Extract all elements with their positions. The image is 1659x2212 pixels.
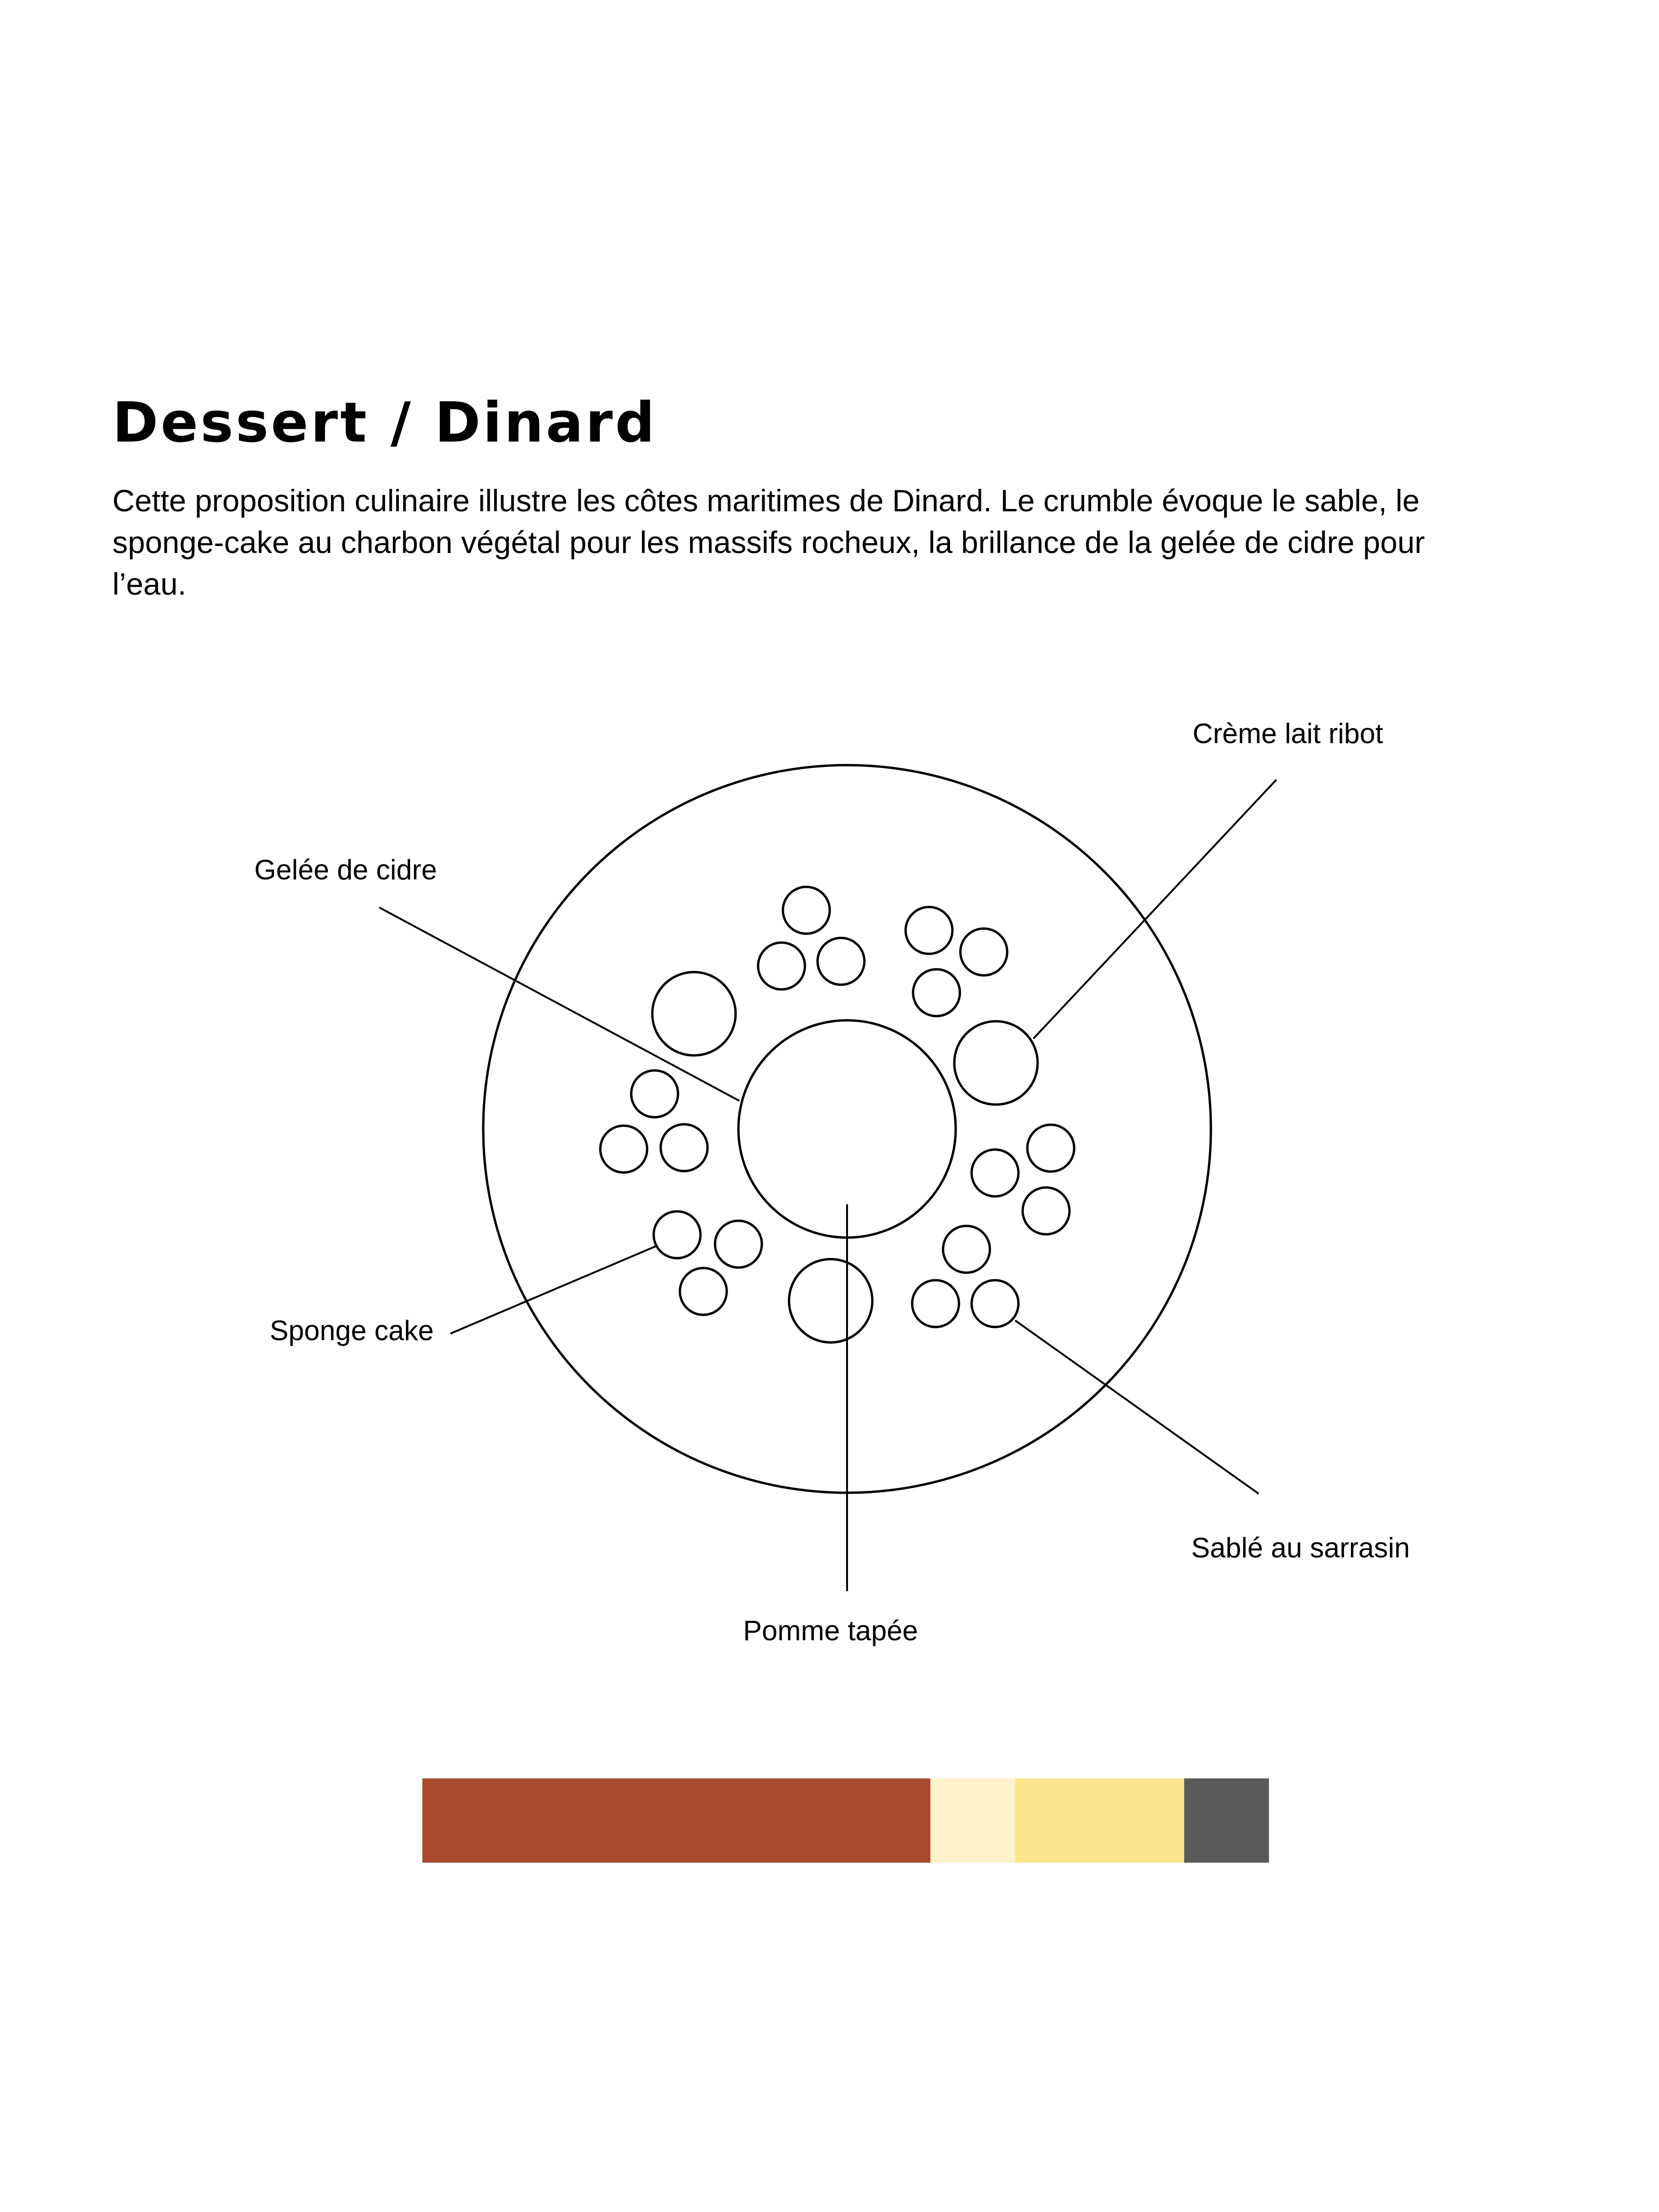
color-swatch xyxy=(761,1778,846,1863)
label-creme-lait-ribot: Crème lait ribot xyxy=(1193,718,1383,749)
small-circle xyxy=(1027,1125,1074,1172)
color-swatch xyxy=(676,1778,761,1863)
large-circle xyxy=(789,1259,872,1342)
page-description: Cette proposition culinaire illustre les côtes maritimes de Dinard. Le crumble évoque le sable, le sponge-cake au charbon végétal pour les massifs rocheux, la brillance de la gelée de cidre pour l’eau. xyxy=(112,483,1425,601)
small-circle xyxy=(783,887,830,934)
small-circle xyxy=(631,1070,678,1117)
small-circle xyxy=(906,907,952,954)
small-circle xyxy=(972,1280,1018,1327)
small-circle xyxy=(943,1226,990,1273)
small-circle xyxy=(912,1280,959,1327)
small-circle xyxy=(654,1211,700,1258)
page-title: Dessert / Dinard xyxy=(112,390,657,455)
color-swatch xyxy=(930,1778,1015,1863)
color-swatch xyxy=(507,1778,592,1863)
leader-line-sponge xyxy=(450,1246,657,1334)
small-circle xyxy=(661,1124,708,1171)
color-swatch xyxy=(846,1778,930,1863)
leader-line-sable xyxy=(1015,1320,1259,1494)
small-circle xyxy=(1023,1187,1069,1234)
small-circle xyxy=(680,1268,727,1315)
leader-line-creme xyxy=(1033,780,1276,1039)
large-circle xyxy=(954,1021,1038,1105)
leader-line-gelee xyxy=(379,907,739,1101)
small-circle xyxy=(960,929,1007,975)
color-swatch xyxy=(1099,1778,1184,1863)
color-swatch xyxy=(592,1778,677,1863)
label-gelee-de-cidre: Gelée de cidre xyxy=(254,854,437,885)
label-pomme-tapee: Pomme tapée xyxy=(743,1615,918,1646)
label-sable-au-sarrasin: Sablé au sarrasin xyxy=(1191,1532,1410,1563)
label-sponge-cake: Sponge cake xyxy=(270,1315,434,1346)
small-circle xyxy=(913,969,960,1016)
small-circle xyxy=(715,1221,762,1268)
color-swatch xyxy=(1015,1778,1100,1863)
small-circle xyxy=(972,1150,1018,1196)
color-swatch xyxy=(1184,1778,1269,1863)
small-circle xyxy=(758,943,805,989)
color-palette xyxy=(422,1778,1269,1863)
small-circle xyxy=(818,938,864,985)
small-circle xyxy=(600,1126,647,1172)
large-circle xyxy=(652,972,736,1055)
color-swatch xyxy=(422,1778,507,1863)
